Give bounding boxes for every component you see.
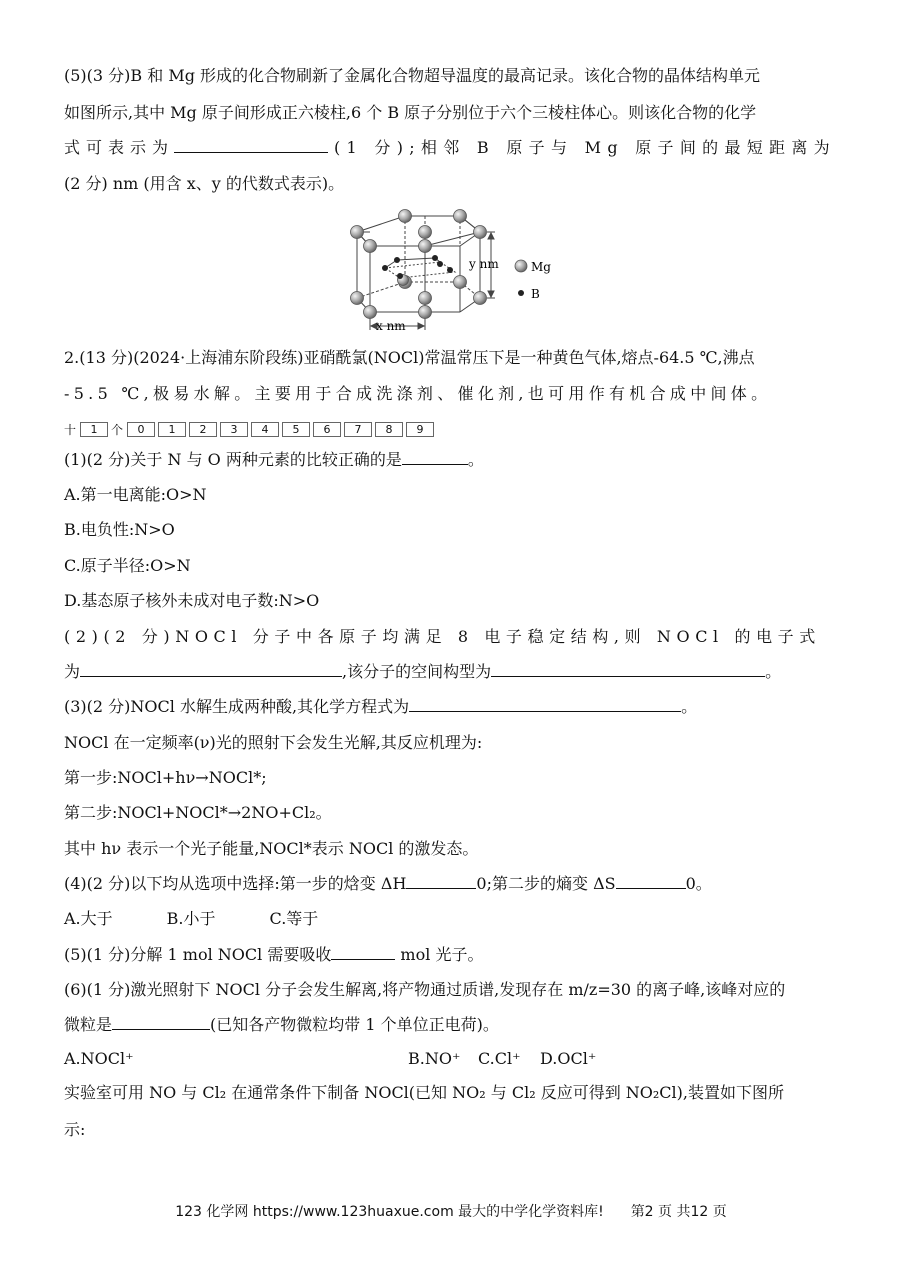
answer-blank-equation[interactable]: [409, 697, 681, 712]
sub3-stem: (3)(2 分)NOCl 水解生成两种酸,其化学方程式为 。: [64, 697, 698, 716]
page-footer: [0, 1201, 902, 1221]
q5-line4: (2 分) nm (用含 x、y 的代数式表示)。: [64, 174, 345, 193]
sub5-stem: (5)(1 分)分解 1 mol NOCl 需要吸收 mol 光子。: [64, 945, 484, 964]
sub1-option-d: D.基态原子核外未成对电子数:N>O: [64, 591, 320, 610]
lab-line2: 示:: [64, 1120, 86, 1139]
answer-blank-electron-formula[interactable]: [80, 662, 342, 677]
sub6-option-d: D.OCl⁺: [540, 1049, 597, 1068]
sub2-line2: 为 ,该分子的空间构型为 。: [64, 662, 782, 681]
sub4-stem: (4)(2 分)以下均从选项中选择:第一步的焓变 ΔH 0;第二步的熵变 ΔS 0。: [64, 874, 712, 893]
sub4-options: A.大于 B.小于 C.等于: [64, 909, 319, 928]
q5-line2: 如图所示,其中 Mg 原子间形成正六棱柱,6 个 B 原子分别位于六个三棱柱体心。则该化合物的化学: [64, 103, 757, 122]
answer-blank-geometry[interactable]: [491, 662, 765, 677]
q5-line3: 式 可 表 示 为 (1 分);相邻 B 原子与 Mg 原子间的最短距离为: [64, 138, 836, 157]
sub6-option-b: B.NO⁺: [408, 1049, 461, 1068]
sub2-line1: (2)(2 分)NOCl 分子中各原子均满足 8 电子稳定结构,则 NOCl 的电子式: [64, 627, 821, 646]
answer-blank-enthalpy[interactable]: [406, 874, 476, 889]
sub6-line1: (6)(1 分)激光照射下 NOCl 分子会发生解离,将产物通过质谱,发现存在 m/z=30 的离子峰,该峰对应的: [64, 980, 786, 999]
footer-page-number: 第2 页 共12 页: [630, 1204, 727, 1220]
mechanism-note: 其中 hν 表示一个光子能量,NOCl*表示 NOCl 的激发态。: [64, 839, 479, 858]
legend-b: B: [531, 287, 540, 301]
x-dimension-label: x nm: [376, 319, 406, 333]
q5-line1: (5)(3 分)B 和 Mg 形成的化合物刷新了金属化合物超导温度的最高记录。该化合物的晶体结构单元: [64, 66, 761, 85]
mechanism-intro: NOCl 在一定频率(ν)光的照射下会发生光解,其反应机理为:: [64, 733, 483, 752]
y-dimension-label: y nm: [469, 257, 499, 271]
sub1-option-b: B.电负性:N>O: [64, 520, 175, 539]
answer-blank-1[interactable]: [402, 450, 468, 465]
sub1-stem: (1)(2 分)关于 N 与 O 两种元素的比较正确的是 。: [64, 450, 484, 469]
q2-line1: 2.(13 分)(2024·上海浦东阶段练)亚硝酰氯(NOCl)常温常压下是一种黄色气体,熔点-64.5 ℃,沸点: [64, 348, 755, 367]
sub6-option-c: C.Cl⁺: [478, 1049, 521, 1068]
answer-blank-formula[interactable]: [174, 138, 328, 153]
q5-line3-tail: (1 分);相邻 B 原子与 Mg 原子间的最短距离为: [333, 138, 836, 157]
answer-blank-entropy[interactable]: [616, 874, 686, 889]
q2-line2: -5.5 ℃,极易水解。主要用于合成洗涤剂、催化剂,也可用作有机合成中间体。: [64, 384, 772, 403]
sub1-option-a: A.第一电离能:O>N: [64, 485, 207, 504]
legend-mg: Mg: [531, 260, 551, 274]
mgb2-crystal-figure: [345, 206, 565, 338]
sub6-line2: 微粒是 (已知各产物微粒均带 1 个单位正电荷)。: [64, 1015, 499, 1034]
lab-line1: 实验室可用 NO 与 Cl₂ 在通常条件下制备 NOCl(已知 NO₂ 与 Cl₂ 反应可得到 NO₂Cl),装置如下图所: [64, 1083, 784, 1102]
answer-blank-ion[interactable]: [112, 1015, 210, 1030]
answer-blank-photons[interactable]: [331, 945, 395, 960]
sub6-option-a: A.NOCl⁺: [64, 1049, 134, 1068]
mechanism-step2: 第二步:NOCl+NOCl*→2NO+Cl₂。: [64, 803, 332, 822]
footer-site[interactable]: 123 化学网 https://www.123huaxue.com 最大的中学化学资料库!: [175, 1204, 604, 1220]
sub1-option-c: C.原子半径:O>N: [64, 556, 191, 575]
mechanism-step1: 第一步:NOCl+hν→NOCl*;: [64, 768, 267, 787]
digit-scale-strip: 十 1 个 0 1 2 3 4 5 6 7 8 9: [64, 421, 437, 438]
